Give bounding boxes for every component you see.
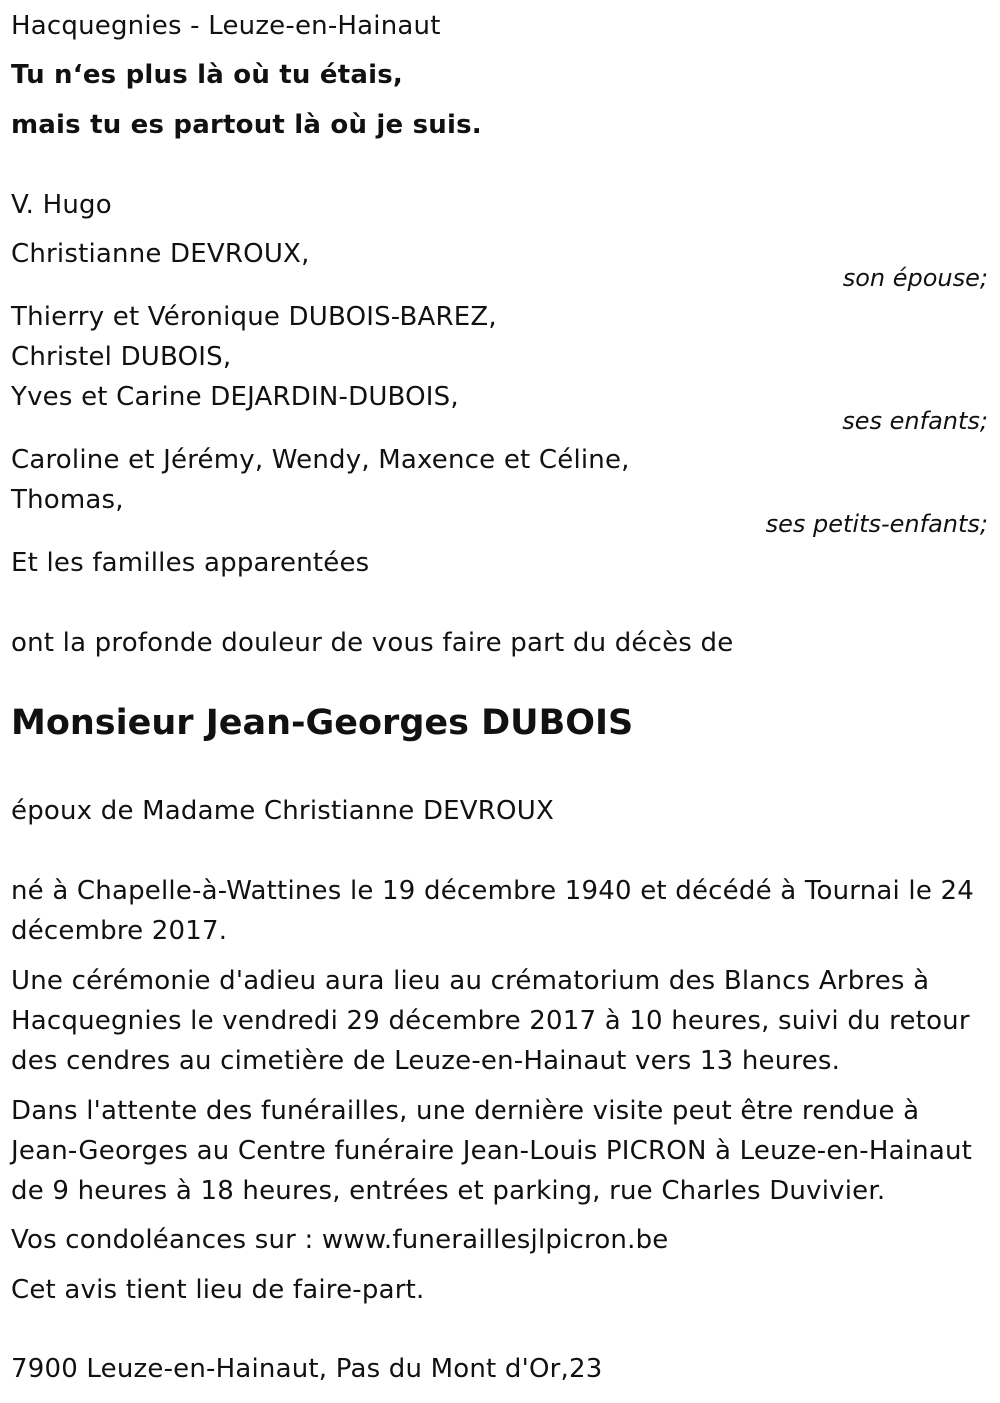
child-entry: Thierry et Véronique DUBOIS-BAREZ, — [11, 302, 497, 332]
children-role: ses enfants; — [842, 407, 988, 435]
ceremony-line: Une cérémonie d'adieu aura lieu au crématorium des Blancs Arbres à — [11, 966, 930, 996]
visit-line: Dans l'attente des funérailles, une dernière visite peut être rendue à — [11, 1096, 920, 1126]
address-line: 7900 Leuze-en-Hainaut, Pas du Mont d'Or,23 — [11, 1354, 603, 1384]
child-entry: Christel DUBOIS, — [11, 342, 232, 372]
spouse-of-line: époux de Madame Christianne DEVROUX — [11, 796, 554, 826]
spouse-role: son épouse; — [842, 264, 988, 292]
child-entry: Yves et Carine DEJARDIN-DUBOIS, — [11, 382, 459, 412]
relatives-line: Et les familles apparentées — [11, 548, 370, 578]
ceremony-line: des cendres au cimetière de Leuze-en-Hainaut vers 13 heures. — [11, 1046, 841, 1076]
visit-line: de 9 heures à 18 heures, entrées et parking, rue Charles Duvivier. — [11, 1176, 886, 1206]
ceremony-line: Hacquegnies le vendredi 29 décembre 2017 à 10 heures, suivi du retour — [11, 1006, 970, 1036]
grandchild-entry: Caroline et Jérémy, Wendy, Maxence et Céline, — [11, 445, 630, 475]
deceased-name: Monsieur Jean-Georges DUBOIS — [11, 703, 634, 743]
visit-line: Jean-Georges au Centre funéraire Jean-Louis PICRON à Leuze-en-Hainaut — [11, 1136, 973, 1166]
condolences-line: Vos condoléances sur : www.funeraillesjlpicron.be — [11, 1225, 669, 1255]
birth-death-line: né à Chapelle-à-Wattines le 19 décembre 1940 et décédé à Tournai le 24 — [11, 876, 974, 906]
grandchild-entry: Thomas, — [11, 485, 124, 515]
notice-line: Cet avis tient lieu de faire-part. — [11, 1275, 425, 1305]
quote-author: V. Hugo — [11, 190, 112, 220]
spouse-name: Christianne DEVROUX, — [11, 239, 310, 269]
grandchildren-role: ses petits-enfants; — [765, 510, 988, 538]
announcement-intro: ont la profonde douleur de vous faire part du décès de — [11, 628, 734, 658]
location-heading: Hacquegnies - Leuze-en-Hainaut — [11, 11, 441, 41]
birth-death-line: décembre 2017. — [11, 916, 228, 946]
quote-line-1: Tu n‘es plus là où tu étais, — [11, 60, 403, 90]
quote-line-2: mais tu es partout là où je suis. — [11, 110, 482, 140]
